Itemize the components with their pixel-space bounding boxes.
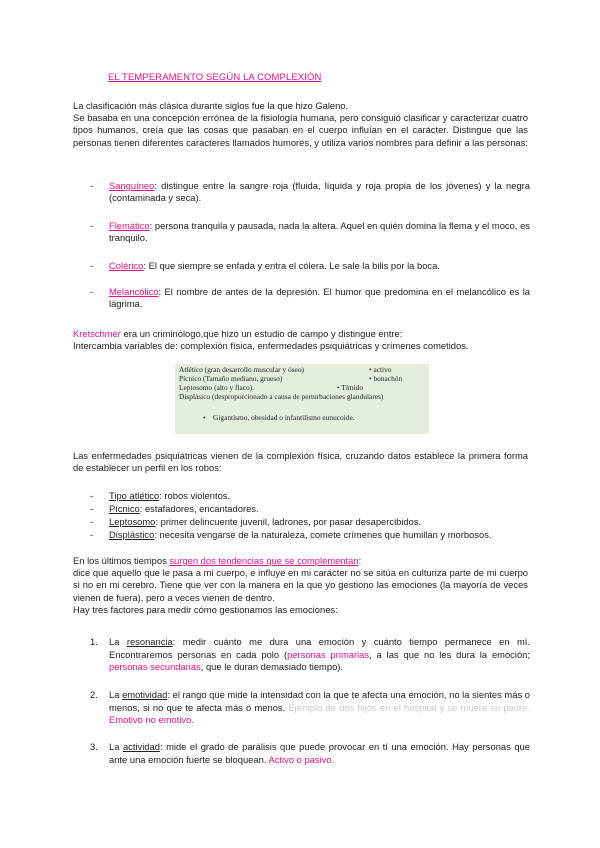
list-number: 1.	[90, 636, 98, 647]
term-picnico: Pícnico	[109, 503, 140, 514]
figure-timido: Tímido	[341, 383, 364, 392]
term-description: : robos violentos.	[159, 490, 231, 501]
term-description: : El nombre de antes de la depresión. El humor que predomina en el melancólico es la lágrima.	[109, 286, 530, 310]
figure-atletico: Atlético (gran desarrollo muscular y óseo)	[179, 365, 304, 374]
list-number: 2.	[90, 689, 98, 700]
term-colerico: Colérico	[109, 260, 144, 271]
bullet-dash: -	[90, 260, 94, 271]
term-actividad: actividad	[122, 741, 160, 752]
figure-displasico: Displásico (desproporcionado a causa de perturbaciones glandulares)	[179, 392, 384, 401]
bullet-dash: -	[90, 503, 94, 514]
bullet-dash: -	[90, 516, 94, 527]
intro-body: Se basaba en una concepción errónea de la fisiología humana, pero consiguió clasificar y caracterizar cuatro tipos humanos, creía que las cosas que pasaban en el cuerpo influían en el carácter. Distingue que las personas tienen diferentes caracteres llamados humores, y utiliza varios nombres para definir a las personas:	[73, 112, 528, 148]
list-item-colerico	[90, 260, 530, 272]
term-leptosomo: Leptosomo	[109, 516, 156, 527]
term-tipo-atletico: Tipo atlético	[109, 490, 160, 501]
kretschmer-variables: Intercambia variables de: complexión física, enfermedades psiquiátricas y crímenes cometidos.	[73, 340, 469, 352]
term-emotividad: emotividad	[122, 689, 168, 700]
figure-activo: activo	[373, 365, 392, 374]
bullet-dash: -	[90, 180, 94, 191]
term-personas-primarias: personas primarias	[287, 648, 370, 660]
term-melancolico: Melancólico	[109, 286, 159, 297]
factor-emotividad: 2. La emotividad: el rango que mide la intensidad con la que te afecta una emoción, no la sientes más o menos, si no que te afecta más o menos. Ejemplo de dos hijos en el hospital y se muere su padre. Emotivo no emotivo.	[90, 689, 530, 726]
term-displastico: Displástico	[109, 529, 155, 540]
factores-intro: Hay tres factores para medir cómo gestionamos las emociones:	[73, 603, 338, 615]
tendencias-paragraph: En los últimos tiempos surgen dos tendencias que se complementan: dice que aquello que le pasa a mi cuerpo, e influye en mi carácter no se sitúa en culturiza parte de mi cuerpo si no en mi cerebro. Tiene que ver con la manera en la que yo gestiono las emociones (la mayoría de veces vienen de fuera), pero a veces vienen de dentro. Hay tres factores para medir cómo gestionamos las emociones:	[73, 555, 528, 615]
term-description: : El que siempre se enfada y entra el cólera. Le sale la bilis por la boca.	[143, 260, 440, 271]
term-resonancia: resonancia	[126, 636, 173, 647]
bullet-dash: -	[90, 529, 94, 540]
document-title: EL TEMPERAMENTO SEGÚN LA COMPLEXIÓN	[108, 72, 322, 83]
bullet-dash: -	[90, 490, 94, 501]
list-item-displastico	[90, 529, 530, 541]
figure-leptosomo: Leptosomo (alto y flaco).	[179, 383, 255, 392]
factor-resonancia: 1. La resonancia: medir cuánto me dura una emoción y cuánto tiempo permanece en mí. Encontraremos personas en cada polo (personas primarias, a las que no les dura la emoción; personas secundarias, que le duran demasiado tiempo).	[90, 636, 530, 673]
term-activo-pasivo: Activo o pasivo.	[268, 753, 335, 765]
kretschmer-paragraph	[73, 328, 528, 352]
term-description: : necesita vengarse de la naturaleza, comete crímenes que humillan y morbosos.	[154, 529, 492, 540]
tendencias-body: dice que aquello que le pasa a mi cuerpo, e influye en mi carácter no se sitúa en culturiza parte de mi cuerpo si no en mi cerebro. Tiene que ver con la manera en la que yo gestiono las emociones (la mayoría de veces vienen de fuera), pero a veces vienen de dentro.	[73, 567, 528, 603]
kretschmer-types-figure: Atlético (gran desarrollo muscular y óseo) • activo Pícnico (Tamaño mediano, grueso) • bonachón Leptosomo (alto y flaco). • Tímido Displásico (desproporcionado a causa de perturbaciones glandulares) • Gigantismo, obesidad o infantilismo eunucoide.	[175, 364, 429, 434]
figure-gigantismo: Gigantismo, obesidad o infantilismo eunucoide.	[212, 413, 355, 422]
kretschmer-intro: era un criminólogo,que hizo un estudio de campo y distingue entre:	[120, 328, 403, 339]
tendencias-pre: En los últimos tiempos	[73, 555, 170, 566]
factor-actividad: 3. La actividad: mide el grado de parálisis que puede provocar en tí una emoción. Hay personas que ante una emoción fuerte se bloquean. Activo o pasivo.	[90, 741, 530, 765]
term-flematico: Flemático	[109, 220, 150, 231]
list-item-leptosomo	[90, 516, 530, 528]
list-item-picnico	[90, 503, 530, 515]
enfermedades-paragraph: Las enfermedades psiquiátricas vienen de la complexión física, cruzando datos establece la primera forma de establecer un perfil en los robos:	[73, 450, 528, 474]
list-item-sanguineo	[90, 180, 530, 204]
bullet-dash: -	[90, 220, 94, 231]
term-description: : primer delincuente juvenil, ladrones, por pasar desapercibidos.	[155, 516, 422, 527]
list-item-flematico	[90, 220, 530, 244]
term-description: : estafadores, encantadores.	[139, 503, 259, 514]
term-personas-secundarias: personas secundarias	[109, 661, 201, 673]
term-sanguineo: Sanguíneo	[109, 180, 155, 191]
list-number: 3.	[90, 741, 98, 752]
term-emotivo: Emotivo no emotivo.	[109, 714, 194, 726]
list-item-atletico	[90, 490, 530, 502]
term-description: : distingue entre la sangre roja (fluida, líquida y roja propia de los jóvenes) y la negra (contaminada y seca).	[109, 180, 530, 204]
bullet-dash: -	[90, 286, 94, 297]
intro-line: La clasificación más clásica durante siglos fue la que hizo Galeno.	[73, 100, 349, 111]
term-description: : persona tranquila y pausada, nada la altera. Aquel en quién domina la flema y el moco, es tranquilo.	[109, 220, 530, 244]
kretschmer-name: Kretschmer	[73, 328, 121, 339]
intro-paragraph	[73, 100, 528, 149]
tendencias-highlight: surgen dos tendencias que se complementan	[169, 555, 359, 566]
list-item-melancolico	[90, 286, 530, 310]
figure-bonachon: bonachón	[373, 374, 403, 383]
figure-picnico: Pícnico (Tamaño mediano, grueso)	[179, 374, 283, 383]
faded-example: Ejemplo de dos hijos en el hospital y se muere su padre.	[288, 701, 530, 713]
